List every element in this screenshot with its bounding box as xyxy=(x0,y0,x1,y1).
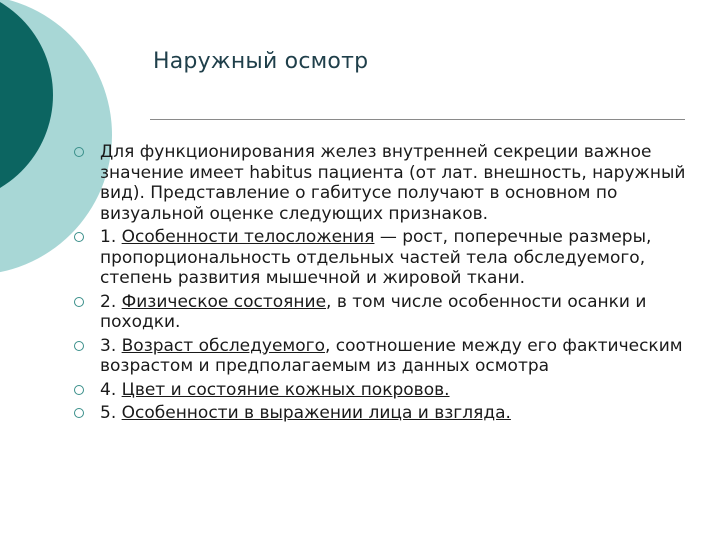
list-item-1 xyxy=(72,227,692,289)
ring-bullet-icon xyxy=(74,408,84,418)
list-item-number: 5. xyxy=(100,403,122,423)
list-item-text: , соотношение между его фактическим возрастом и предполагаемым из данных осмотра xyxy=(100,335,683,376)
slide-title: Наружный осмотр xyxy=(153,49,369,74)
ring-bullet-icon xyxy=(74,147,84,157)
list-item-3 xyxy=(72,336,692,377)
list-item-5 xyxy=(72,403,692,424)
ring-bullet-icon xyxy=(74,232,84,242)
ring-bullet-icon xyxy=(74,385,84,395)
title-divider xyxy=(150,119,685,120)
list-item-number: 4. xyxy=(100,379,122,400)
list-item-link[interactable]: Особенности в выражении лица и взгляда. xyxy=(121,403,511,423)
list-item-text: — рост, поперечные размеры, пропорциональность отдельных частей тела обследуемого, степень развития мышечной и жировой ткани. xyxy=(100,227,652,288)
list-item-link[interactable]: Цвет и состояние кожных покровов. xyxy=(121,379,450,400)
list-item-text: Для функционирования желез внутренней секреции важное значение имеет habitus пациента (от лат. внешность, наружный вид). Представление о габитусе получают в основном по визуальной оценке следующих признаков. xyxy=(100,142,686,224)
list-item-number: 1. xyxy=(100,227,122,247)
list-item-text: , в том числе особенности осанки и походки. xyxy=(100,291,647,332)
list-item-intro xyxy=(72,142,692,224)
list-item-number: 3. xyxy=(100,335,122,356)
list-item-link[interactable]: Особенности телосложения xyxy=(121,227,375,247)
list-item-link[interactable]: Возраст обследуемого xyxy=(121,335,325,356)
list-item-2 xyxy=(72,292,692,333)
ring-bullet-icon xyxy=(74,341,84,351)
bullet-list xyxy=(72,142,692,427)
list-item-link[interactable]: Физическое состояние xyxy=(121,291,327,312)
ring-bullet-icon xyxy=(74,297,84,307)
list-item-4 xyxy=(72,380,692,401)
list-item-number: 2. xyxy=(100,291,122,312)
